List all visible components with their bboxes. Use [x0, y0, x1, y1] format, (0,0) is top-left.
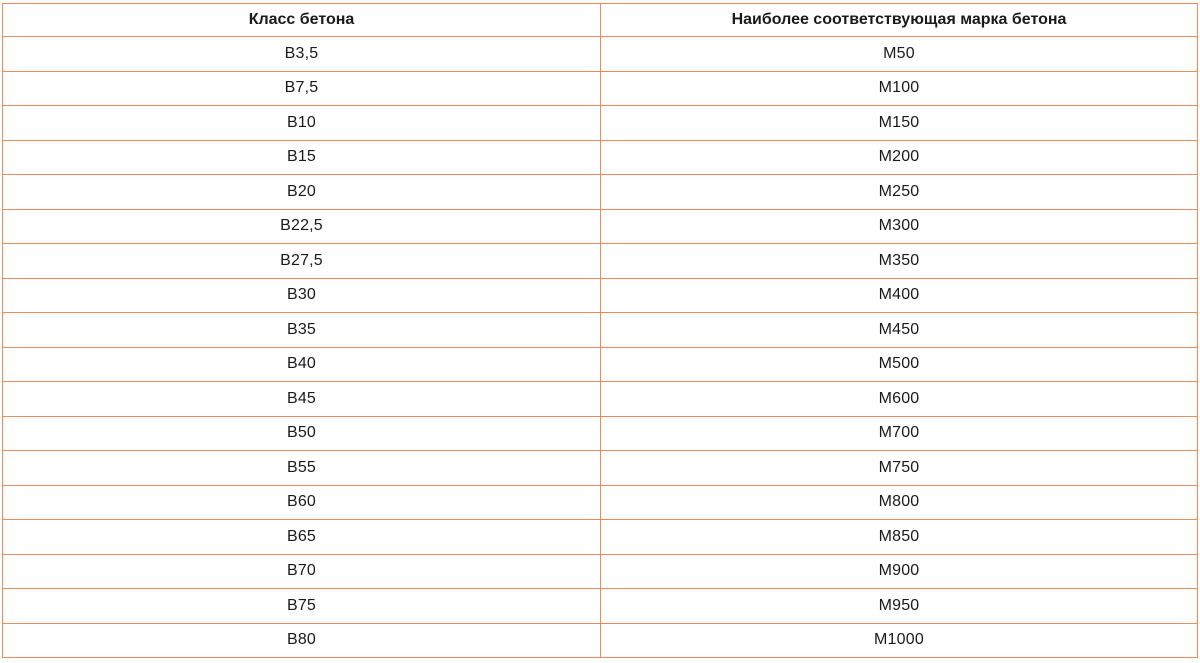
cell-concrete-grade: М800 [601, 485, 1198, 520]
header-concrete-class: Класс бетона [3, 4, 601, 37]
cell-concrete-class: B22,5 [3, 209, 601, 244]
cell-concrete-grade: М400 [601, 278, 1198, 313]
cell-concrete-grade: М250 [601, 175, 1198, 210]
cell-concrete-class: B27,5 [3, 244, 601, 279]
cell-concrete-class: B3,5 [3, 37, 601, 72]
cell-concrete-class: B10 [3, 106, 601, 141]
table-row [3, 278, 1198, 313]
cell-concrete-class: B30 [3, 278, 601, 313]
concrete-class-table [2, 3, 1198, 658]
table-row [3, 209, 1198, 244]
cell-concrete-class: B20 [3, 175, 601, 210]
table-row [3, 106, 1198, 141]
cell-concrete-class: B70 [3, 554, 601, 589]
table-body [3, 37, 1198, 658]
cell-concrete-grade: М500 [601, 347, 1198, 382]
table-row [3, 175, 1198, 210]
table-row [3, 451, 1198, 486]
cell-concrete-grade: М700 [601, 416, 1198, 451]
table-row [3, 313, 1198, 348]
cell-concrete-grade: М600 [601, 382, 1198, 417]
cell-concrete-class: B65 [3, 520, 601, 555]
table-row [3, 623, 1198, 658]
cell-concrete-grade: М1000 [601, 623, 1198, 658]
table-row [3, 37, 1198, 72]
table-row [3, 140, 1198, 175]
cell-concrete-grade: М100 [601, 71, 1198, 106]
cell-concrete-grade: М750 [601, 451, 1198, 486]
cell-concrete-grade: М150 [601, 106, 1198, 141]
cell-concrete-grade: М900 [601, 554, 1198, 589]
table-row [3, 589, 1198, 624]
cell-concrete-class: B75 [3, 589, 601, 624]
table-row [3, 347, 1198, 382]
table-row [3, 554, 1198, 589]
cell-concrete-class: B80 [3, 623, 601, 658]
table-row [3, 520, 1198, 555]
cell-concrete-grade: М50 [601, 37, 1198, 72]
cell-concrete-grade: М950 [601, 589, 1198, 624]
cell-concrete-class: B55 [3, 451, 601, 486]
table-header-row [3, 4, 1198, 37]
cell-concrete-class: B45 [3, 382, 601, 417]
table-row [3, 244, 1198, 279]
cell-concrete-grade: М200 [601, 140, 1198, 175]
table-row [3, 71, 1198, 106]
header-concrete-grade: Наиболее соответствующая марка бетона [601, 4, 1198, 37]
cell-concrete-class: B7,5 [3, 71, 601, 106]
cell-concrete-class: B40 [3, 347, 601, 382]
cell-concrete-class: B15 [3, 140, 601, 175]
cell-concrete-class: B60 [3, 485, 601, 520]
cell-concrete-class: B50 [3, 416, 601, 451]
cell-concrete-grade: М300 [601, 209, 1198, 244]
table-row [3, 382, 1198, 417]
cell-concrete-grade: М450 [601, 313, 1198, 348]
cell-concrete-class: B35 [3, 313, 601, 348]
table-row [3, 485, 1198, 520]
table-row [3, 416, 1198, 451]
concrete-class-table-wrapper [2, 3, 1197, 658]
cell-concrete-grade: М350 [601, 244, 1198, 279]
cell-concrete-grade: М850 [601, 520, 1198, 555]
